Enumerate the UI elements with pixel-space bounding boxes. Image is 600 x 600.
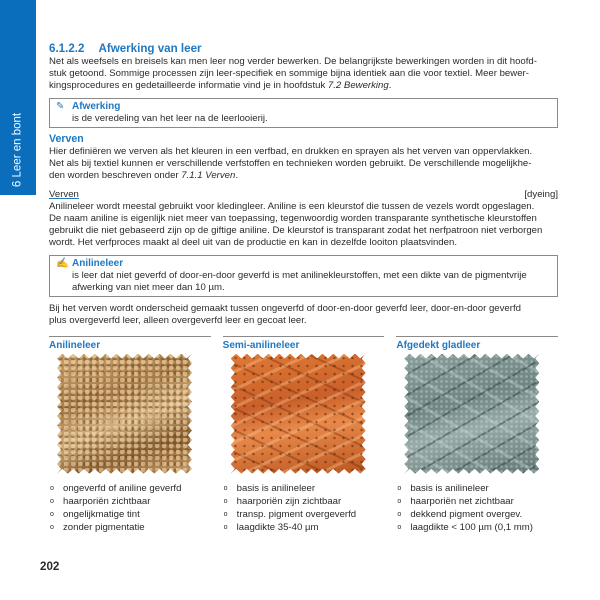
list-item: o laagdikte < 100 µm (0,1 mm) <box>396 521 558 534</box>
leather-type-title: Anilineleer <box>49 339 101 351</box>
text-line: De naam aniline is eigenlijk niet meer van toepassing, tegenwoordig worden transparante synthetische kleurstoffen <box>49 213 537 225</box>
definition-text: is de veredeling van het leer na de leerlooierij. <box>72 112 268 124</box>
chapter-label: 6 Leer en bont <box>11 112 24 188</box>
definition-box-afwerking <box>49 98 558 128</box>
list-item: o basis is anilineleer <box>396 482 558 495</box>
swatch-frame <box>49 354 211 478</box>
text-span: den worden beschreven onder <box>49 170 182 182</box>
leather-types-row <box>49 336 558 534</box>
column-rule <box>396 336 558 337</box>
text-line: plus overgeverfd leer, alleen overgeverfd leer en gecoat leer. <box>49 315 307 327</box>
cross-reference: 7.2 Bewerking <box>327 80 389 92</box>
verven-paragraph <box>49 146 562 183</box>
column-rule <box>223 336 385 337</box>
list-item: o haarporiën zijn zichtbaar <box>223 495 385 508</box>
section-number: 6.1.2.2 <box>49 42 85 55</box>
semi-aniline-properties-list <box>223 482 385 534</box>
definition-term: Anilineleer <box>72 257 124 269</box>
distinction-paragraph <box>49 303 562 327</box>
subsubheading-verven: Verven <box>49 188 79 200</box>
text-line: Anilineleer wordt meestal gebruikt voor kledingleer. Aniline is een kleurstof die tussen de vezels wordt opgeslagen. <box>49 200 535 212</box>
page-content <box>49 42 562 534</box>
text-line: Bij het verven wordt onderscheid gemaakt tussen ongeverfd of door-en-door geverfd leer, door-en-door geverfd <box>49 303 521 315</box>
definition-term: Afwerking <box>72 100 121 112</box>
list-item: o ongelijkmatige tint <box>49 508 211 521</box>
english-term: [dyeing] <box>524 188 558 200</box>
text-line: Net als weefsels en breisels kan men leer nog verder bewerken. De belangrijkste bewerkingen worden in dit hoofd- <box>49 56 537 67</box>
list-item: o ongeverfd of aniline geverfd <box>49 482 211 495</box>
definition-text: is leer dat niet geverfd of door-en-door geverfd is met anilinekleurstoffen, met een dikte van de pigmentvrije <box>72 269 527 281</box>
text-line: gebruikt die niet gebaseerd zijn op de giftige aniline. De kleurstof is transparant zodat het nerfpatroon niet verborgen <box>49 225 543 237</box>
aniline-paragraph <box>49 201 562 250</box>
page-number: 202 <box>40 560 60 573</box>
chapter-side-tab <box>0 0 36 195</box>
list-item: o basis is anilineleer <box>223 482 385 495</box>
text-span: . <box>388 80 392 92</box>
leather-type-semi-aniline <box>223 336 385 534</box>
text-line: wordt. Het verfproces maakt al deel uit van de productie en kan in dezelfde looiton plaatsvinden. <box>49 237 457 249</box>
text-line <box>49 80 562 92</box>
aniline-leather-swatch-image <box>57 354 192 474</box>
list-item: o laagdikte 35-40 µm <box>223 521 385 534</box>
aniline-properties-list <box>49 482 211 534</box>
text-line <box>49 170 562 182</box>
edit-note-icon: ✍ <box>56 257 69 269</box>
subheading-verven: Verven <box>49 133 84 146</box>
list-item: o zonder pigmentatie <box>49 521 211 534</box>
column-rule <box>49 336 211 337</box>
leather-type-covered <box>396 336 558 534</box>
list-item: o haarporiën net zichtbaar <box>396 495 558 508</box>
section-intro <box>49 56 562 93</box>
leather-type-aniline <box>49 336 211 534</box>
cross-reference: 7.1.1 Verven <box>181 170 236 182</box>
text-line: Hier definiëren we verven als het kleuren in een verfbad, en drukken en sprayen als het verven van oppervlakken. <box>49 146 533 158</box>
section-heading <box>49 42 562 56</box>
text-span: kingsprocedures en gedetailleerde informatie vind je in hoofdstuk <box>49 80 328 92</box>
text-line: stuk getoond. Sommige processen zijn leer-specifiek en sommige bijna identiek aan die voor textiel. Meer bewer- <box>49 68 529 80</box>
text-line: Net als bij textiel kunnen er verschillende verfstoffen en technieken worden gebruikt. De verschillende mogelijkhe- <box>49 158 532 170</box>
leather-type-title: Afgedekt gladleer <box>396 339 481 351</box>
subsection-header-row <box>49 189 558 201</box>
list-item: o transp. pigment overgeverfd <box>223 508 385 521</box>
leather-type-title: Semi-anilineleer <box>222 339 300 351</box>
covered-leather-swatch-image <box>404 354 539 474</box>
swatch-frame <box>223 354 385 478</box>
list-item: o haarporiën zichtbaar <box>49 495 211 508</box>
semi-aniline-leather-swatch-image <box>231 354 366 474</box>
list-item: o dekkend pigment overgev. <box>396 508 558 521</box>
definition-box-anilineleer <box>49 255 558 298</box>
definition-text: afwerking van niet meer dan 10 µm. <box>72 282 225 294</box>
section-title: Afwerking van leer <box>98 42 202 55</box>
swatch-frame <box>396 354 558 478</box>
covered-properties-list <box>396 482 558 534</box>
pencil-check-icon: ✎ <box>56 100 65 112</box>
text-span: . <box>235 170 238 182</box>
